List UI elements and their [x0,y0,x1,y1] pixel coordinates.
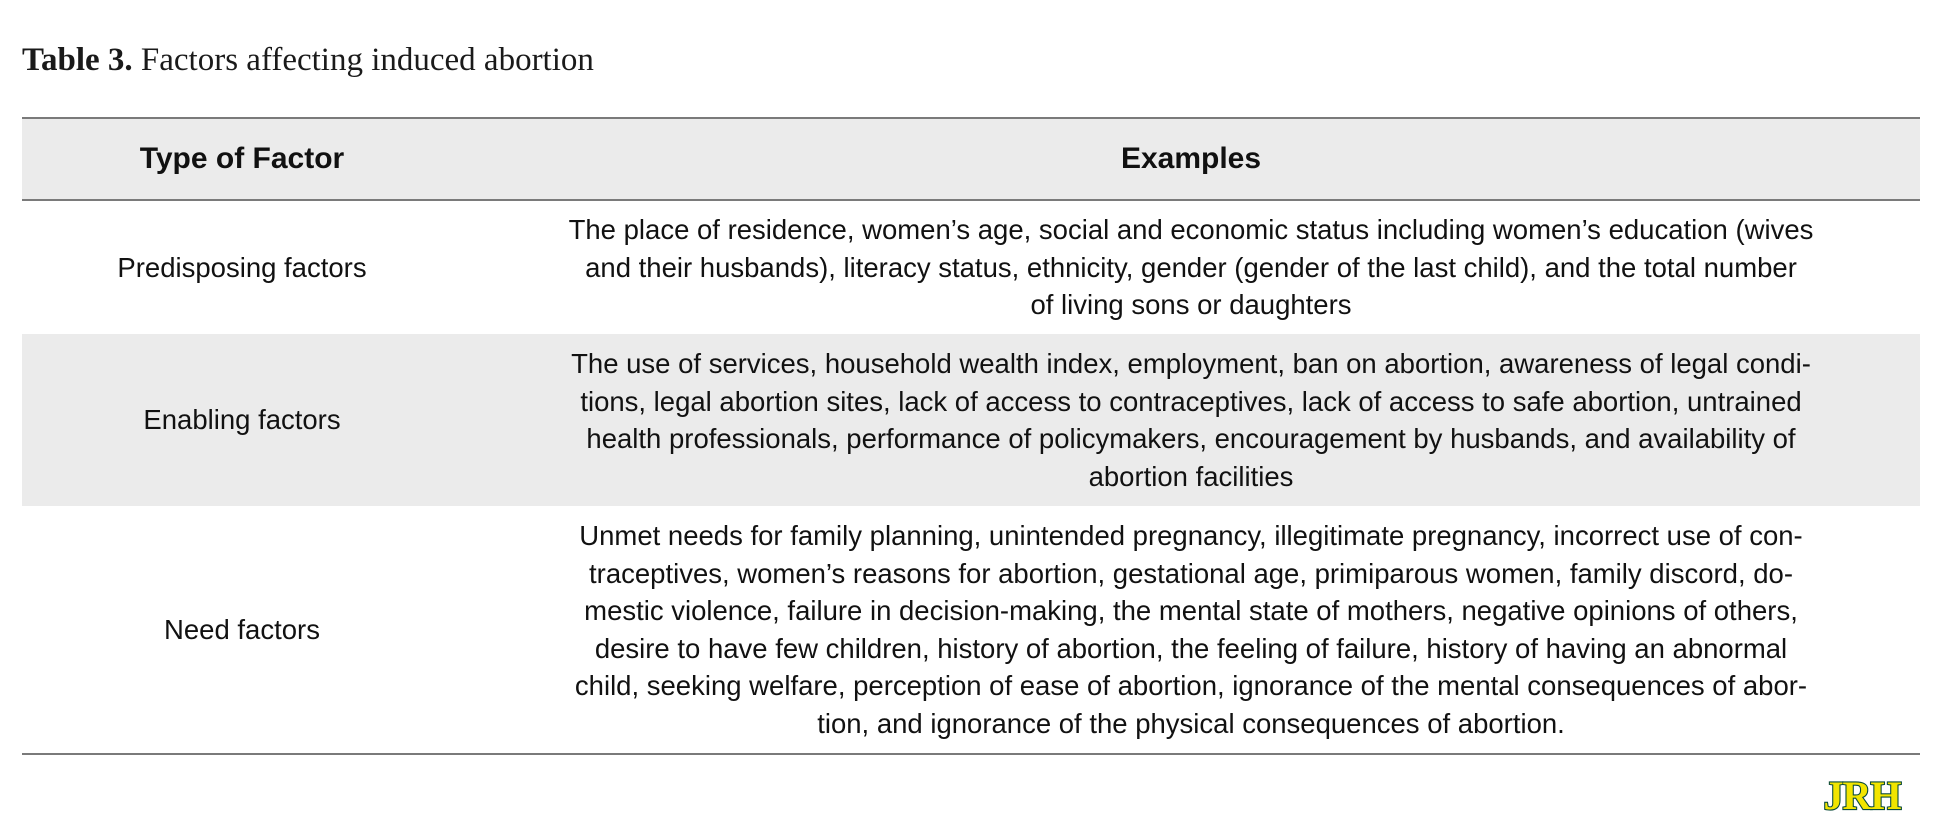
factors-table-container [22,117,1920,755]
table-caption [22,38,594,82]
examples-line: desire to have few children, history of abortion, the feeling of failure, history of having an abnormal [594,632,1788,664]
examples-line: child, seeking welfare, perception of ease of abortion, ignorance of the mental consequences of abor- [574,670,1808,701]
table-header-row [22,118,1920,200]
examples-line: mestic violence, failure in decision-making, the mental state of mothers, negative opinions of others, [584,595,1798,626]
examples-line: tion, and ignorance of the physical consequences of abortion. [817,707,1565,739]
table-row [22,506,1920,754]
factor-type-cell: Predisposing factors [117,251,367,283]
jrh-logo [1806,772,1918,816]
examples-line: The place of residence, women’s age, social and economic status including women’s education (wives [568,214,1814,246]
examples-line: of living sons or daughters [1030,289,1352,321]
examples-line: abortion facilities [1088,460,1294,492]
header-type-of-factor: Type of Factor [22,118,462,200]
table-row [22,334,1920,506]
header-examples: Examples [462,118,1920,200]
examples-cell [462,200,1920,334]
jrh-logo-text: JRH [1823,773,1901,816]
examples-cell [462,506,1920,754]
factor-type-cell: Need factors [164,613,320,645]
examples-line: tions, legal abortion sites, lack of access to contraceptives, lack of access to safe abortion, untrained [580,385,1802,417]
examples-cell [462,334,1920,506]
examples-line: traceptives, women’s reasons for abortion, gestational age, primiparous women, family discord, do- [589,557,1793,589]
examples-line: The use of services, household wealth index, employment, ban on abortion, awareness of legal condi- [571,348,1811,379]
factors-table [22,117,1920,755]
table-caption-label: Table 3. [22,42,133,78]
factor-type-cell: Enabling factors [22,334,462,506]
table-caption-text: Factors affecting induced abortion [140,42,594,78]
table-row [22,200,1920,334]
examples-line: Unmet needs for family planning, unintended pregnancy, illegitimate pregnancy, incorrect use of con- [579,520,1803,551]
examples-line: health professionals, performance of policymakers, encouragement by husbands, and availability of [586,423,1796,454]
examples-line: and their husbands), literacy status, ethnicity, gender (gender of the last child), and the total number [585,251,1797,283]
